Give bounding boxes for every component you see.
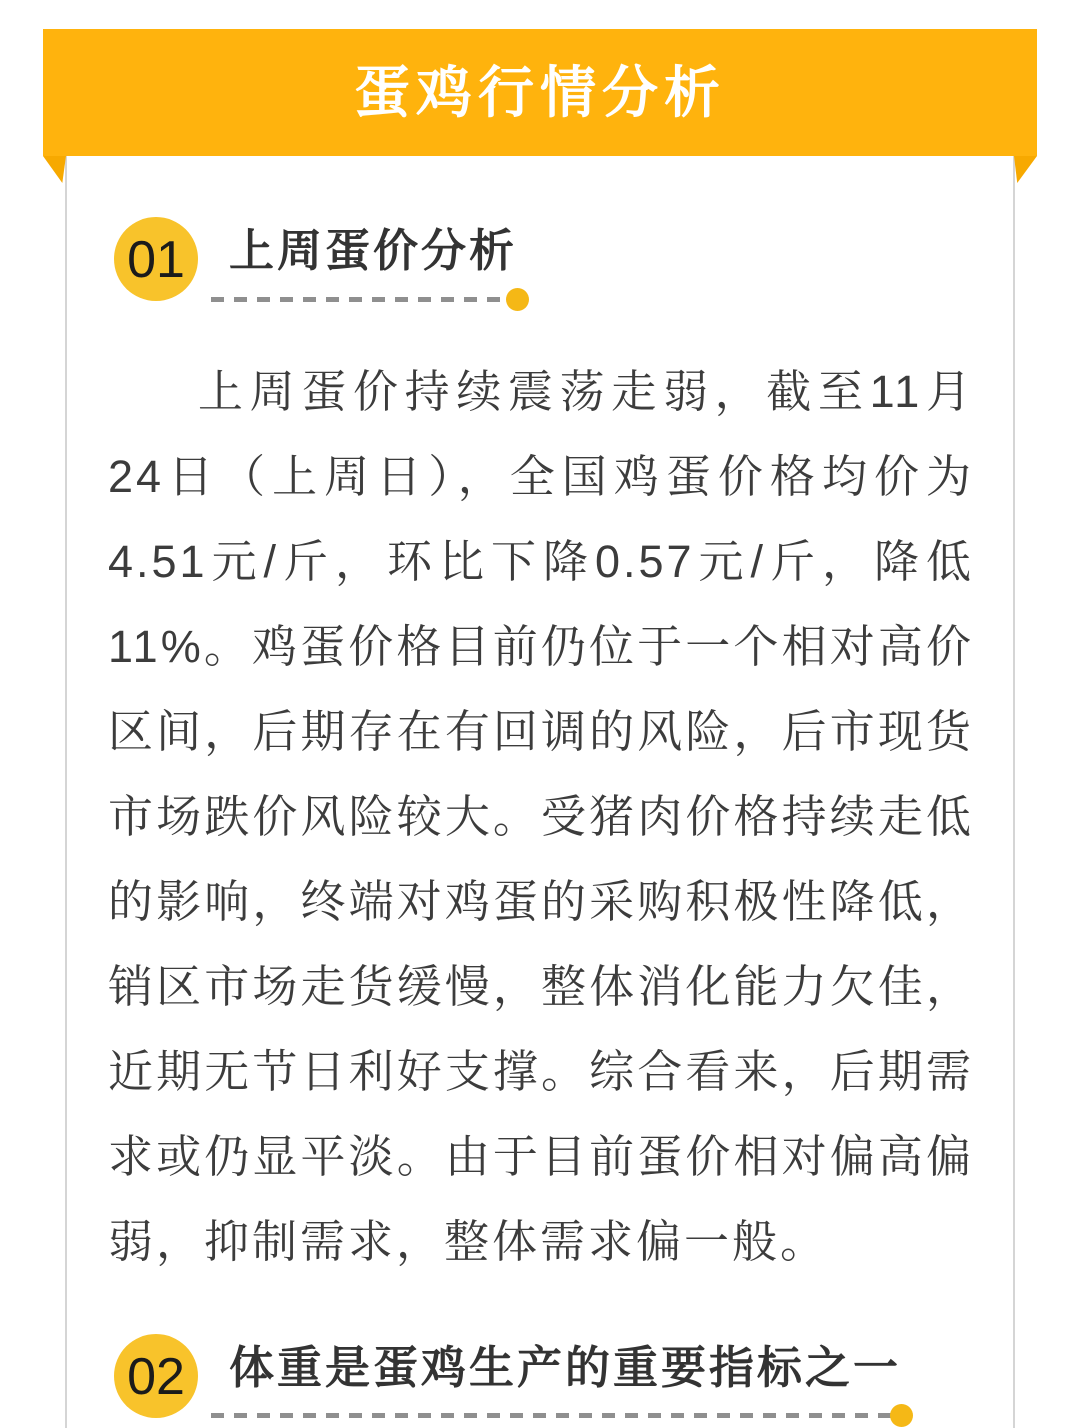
section-number-badge: 01 (114, 217, 198, 301)
section-title-block (229, 217, 517, 311)
header-banner (43, 29, 1037, 156)
section-title: 上周蛋价分析 (229, 225, 518, 276)
divider-dot (890, 1404, 913, 1427)
page-title: 蛋鸡行情分析 (354, 60, 726, 124)
dashed-divider (211, 288, 529, 311)
section-title-block (229, 1334, 901, 1428)
divider-dot (506, 288, 529, 311)
ribbon-fold-right (1014, 156, 1037, 183)
section-title: 体重是蛋鸡生产的重要指标之一 (229, 1341, 902, 1393)
section-header-body-weight (114, 1334, 974, 1428)
dashed-divider (211, 1404, 913, 1427)
content-panel (65, 155, 1015, 1428)
section-number-badge: 02 (114, 1334, 198, 1418)
dashed-line (211, 297, 510, 302)
analysis-paragraph: 上周蛋价持续震荡走弱，截至11月24日（上周日），全国鸡蛋价格均价为4.51元/斤，环比下降0.57元/斤，降低11%。鸡蛋价格目前仍位于一个相对高价区间，后期存在有回调的风险，后市现货市场跌价风险较大。受猪肉价格持续走低的影响，终端对鸡蛋的采购积极性降低，销区市场走货缓慢，整体消化能力欠佳，近期无节日利好支撑。综合看来，后期需求或仍显平淡。由于目前蛋价相对偏高偏弱，抑制需求，整体需求偏一般。 (108, 365, 974, 1267)
dashed-line (211, 1413, 894, 1418)
section-header-last-week-price (114, 217, 974, 311)
ribbon-fold-left (43, 156, 66, 183)
